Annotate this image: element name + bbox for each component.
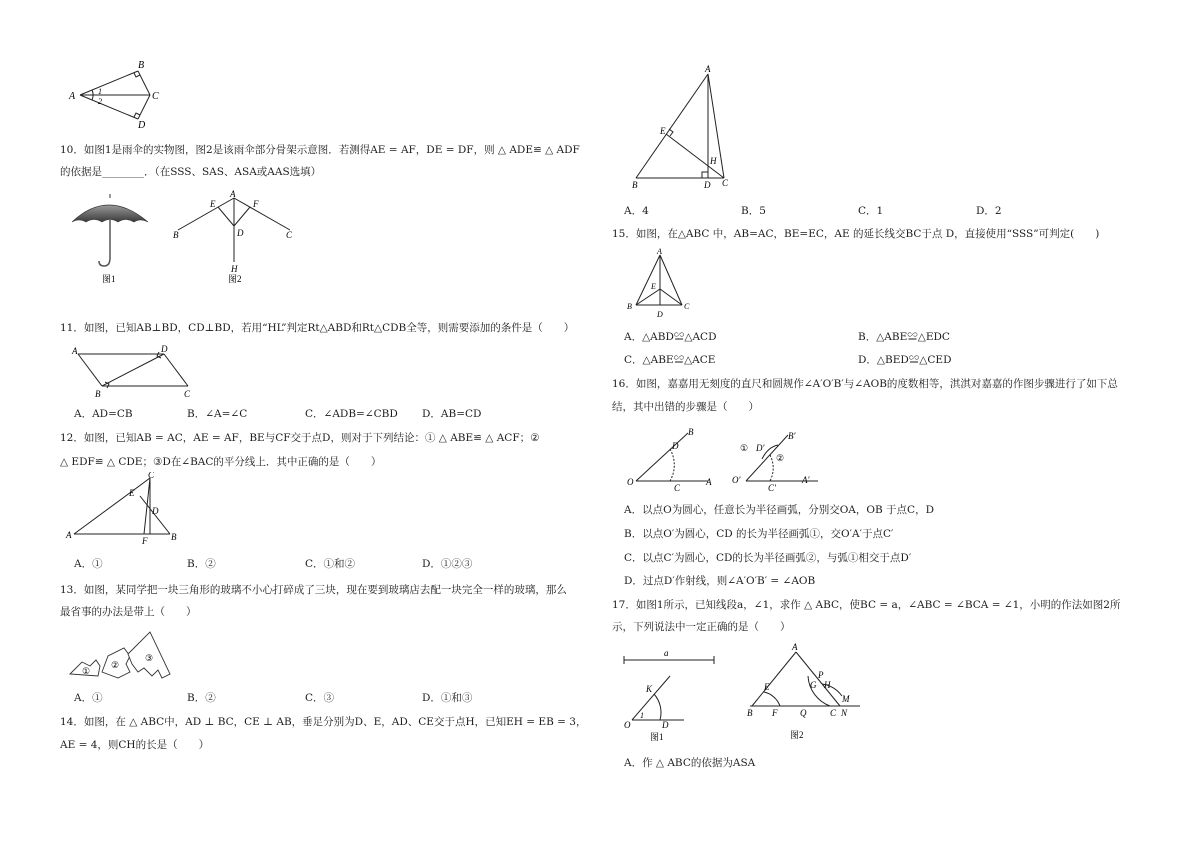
q10-fig2-label-b: B	[173, 230, 179, 240]
q13-stem-line2: 最省事的办法是带上（ ）	[60, 606, 197, 618]
q14-stem-line1: 14．如图，在 △ ABC中，AD ⊥ BC，CE ⊥ AB，垂足分别为D、E，AD、CE交于点H，已知EH = EB = 3，	[60, 716, 587, 728]
q17-fig1-label-o: O	[624, 720, 631, 730]
q9-label-d: D	[138, 120, 146, 130]
q10-fig2-label-a: A	[230, 190, 236, 199]
q16-label-o-prime: O′	[732, 475, 741, 485]
q17-fig2-label-g: G	[810, 680, 817, 690]
q12-label-f: F	[142, 536, 148, 544]
q10-stem-line1: 10．如图1是雨伞的实物图，图2是该雨伞部分骨架示意图．若测得AE = AF，DE = DF，则 △ ADE≌ △ ADF	[60, 144, 580, 156]
q9-figure	[60, 58, 170, 130]
q16-option-b[interactable]: B．以点O′为圆心，CD 的长为半径画弧①，交O′A′于点C′	[624, 528, 894, 540]
q17-option-a[interactable]: A．作 △ ABC的依据为ASA	[624, 757, 756, 769]
q16-label-arc1: ①	[740, 443, 749, 453]
q15-option-b[interactable]: B．△ABE≌△EDC	[858, 331, 950, 343]
q17-fig1	[620, 644, 720, 744]
q13-option-d[interactable]: D．①和③	[422, 692, 473, 704]
q12-option-a[interactable]: A．①	[74, 558, 103, 570]
q17-fig1-label-d: D	[662, 720, 669, 730]
q16-label-c-prime: C′	[768, 483, 776, 493]
q10-umbrella-figure	[68, 192, 158, 292]
q16-label-d: D	[672, 441, 679, 451]
q10-stem-line2: 的依据是________．（在SSS、SAS、ASA或AAS选填）	[60, 166, 322, 178]
q15-label-b: B	[627, 302, 632, 311]
q12-stem-line2: △ EDF≌ △ CDE；③D在∠BAC的平分线上．其中正确的是（ ）	[60, 456, 382, 468]
q11-stem-line1: 11．如图，已知AB⊥BD，CD⊥BD，若用“HL”判定Rt△ABD和Rt△CDB全等，则需要添加的条件是（ ）	[60, 322, 575, 334]
q12-label-e: E	[129, 488, 135, 498]
q9-label-a: A	[69, 91, 76, 102]
q15-figure	[624, 247, 696, 321]
q16-label-d-prime: D′	[756, 443, 765, 453]
q17-fig2-label-m: M	[842, 694, 850, 704]
q17-fig2-caption: 图2	[790, 730, 804, 740]
q14-label-d: D	[704, 180, 711, 190]
q12-label-b: B	[171, 532, 177, 542]
q11-label-c: C	[184, 389, 191, 399]
q17-fig1-label-1: 1	[640, 711, 644, 720]
q16-label-b: B	[688, 427, 694, 437]
q12-stem-line1: 12．如图，已知AB = AC，AE = AF，BE与CF交于点D，则对于下列结论：① △ ABE≌ △ ACF；②	[60, 432, 540, 444]
q14-label-a: A	[705, 64, 711, 74]
q15-label-c: C	[684, 302, 690, 311]
q11-option-b[interactable]: B．∠A=∠C	[187, 408, 248, 420]
q12-label-c: C	[148, 472, 155, 480]
q16-option-c[interactable]: C．以点C′为圆心，CD的长为半径画弧②，与弧①相交于点D′	[624, 552, 912, 564]
q16-label-c: C	[674, 483, 681, 493]
q17-fig2-label-e: E	[764, 682, 770, 692]
q17-stem-line1: 17．如图1所示，已知线段a，∠1，求作 △ ABC，使BC = a，∠ABC = ∠BCA = ∠1，小明的作法如图2所	[612, 599, 1121, 611]
q17-fig2	[744, 640, 866, 744]
q12-label-d: D	[152, 506, 159, 516]
q13-stem-line1: 13．如图，某同学把一块三角形的玻璃不小心打碎成了三块，现在要到玻璃店去配一块完全一样的玻璃，那么	[60, 584, 567, 596]
q16-option-a[interactable]: A．以点O为圆心，任意长为半径画弧，分别交OA，OB 于点C，D	[624, 504, 934, 516]
q11-label-d: D	[161, 344, 168, 354]
q16-stem-line2: 结，其中出错的步骤是（ ）	[612, 401, 759, 413]
q11-label-b: B	[95, 389, 101, 399]
q11-option-c[interactable]: C．∠ADB=∠CBD	[305, 408, 398, 420]
q14-option-b[interactable]: B．5	[741, 205, 766, 217]
q14-option-d[interactable]: D．2	[976, 205, 1002, 217]
q17-fig2-label-b: B	[747, 708, 753, 718]
q17-fig2-label-h: H	[824, 680, 831, 690]
q12-label-a: A	[66, 530, 72, 540]
q11-figure	[66, 342, 196, 400]
q16-label-o: O	[627, 477, 634, 487]
q16-label-b-prime: B′	[788, 431, 796, 441]
q11-option-a[interactable]: A．AD=CB	[74, 408, 133, 420]
q10-fig2-label-h: H	[231, 264, 238, 274]
q10-fig1-caption: 图1	[102, 274, 116, 284]
q10-fig2-label-c: C	[286, 230, 293, 240]
q14-option-a[interactable]: A．4	[624, 205, 649, 217]
q13-option-a[interactable]: A．①	[74, 692, 103, 704]
q10-fig2-label-d: D	[237, 228, 244, 238]
q12-figure	[64, 472, 184, 544]
q15-label-d: D	[657, 310, 663, 319]
q17-fig2-label-q: Q	[800, 708, 807, 718]
q14-option-c[interactable]: C．1	[858, 205, 884, 217]
q16-label-a-prime: A′	[802, 475, 810, 485]
q17-fig1-label-a: a	[664, 648, 669, 658]
q10-fig2-label-e: E	[210, 199, 216, 209]
q15-label-a: A	[657, 247, 662, 256]
q14-label-b: B	[632, 180, 638, 190]
q12-option-c[interactable]: C．①和②	[305, 558, 356, 570]
q9-label-1: 1	[98, 87, 102, 96]
q14-label-c: C	[722, 178, 729, 188]
q17-fig2-label-a: A	[792, 642, 798, 652]
q16-option-d[interactable]: D．过点D′作射线，则∠A′O′B′ = ∠AOB	[624, 575, 816, 587]
q14-label-e: E	[660, 126, 666, 136]
q17-fig1-label-k: K	[646, 684, 653, 694]
q16-label-a: A	[706, 477, 712, 487]
q9-label-b: B	[138, 60, 145, 71]
q15-label-e: E	[651, 282, 656, 291]
q11-label-a: A	[72, 346, 78, 356]
q16-stem-line1: 16．如图，嘉嘉用无刻度的直尺和圆规作∠A′O′B′与∠AOB的度数相等，淇淇对嘉嘉的作图步骤进行了如下总	[612, 378, 1118, 390]
q13-option-b[interactable]: B．②	[187, 692, 216, 704]
q17-stem-line2: 示，下列说法中一定正确的是（ ）	[612, 621, 791, 633]
q14-stem-line2: AE = 4，则CH的长是（ ）	[60, 739, 210, 751]
q14-figure	[628, 64, 738, 190]
q10-fig2-label-f: F	[253, 199, 259, 209]
q10-fig2-caption: 图2	[228, 274, 242, 284]
q13-glass-figure	[68, 626, 178, 684]
q17-fig2-label-p: P	[818, 670, 824, 680]
q16-label-arc2: ②	[776, 453, 785, 463]
q16-figure	[622, 425, 822, 495]
q10-frame-figure	[168, 190, 298, 290]
q12-option-d[interactable]: D．①②③	[422, 558, 473, 570]
q11-option-d[interactable]: D．AB=CD	[422, 408, 482, 420]
q17-fig1-caption: 图1	[650, 732, 664, 742]
q15-stem-line1: 15．如图，在△ABC 中，AB=AC，BE=EC，AE 的延长线交BC于点 D，直接使用“SSS”可判定( )	[612, 228, 1100, 240]
q13-piece-2-label: ②	[111, 660, 120, 670]
q14-label-h: H	[710, 156, 717, 166]
q15-option-d[interactable]: D．△BED≌△CED	[858, 354, 952, 366]
q13-option-c[interactable]: C．③	[305, 692, 335, 704]
q13-piece-1-label: ①	[82, 666, 91, 676]
q12-option-b[interactable]: B．②	[187, 558, 216, 570]
q17-fig2-label-c: C	[830, 708, 837, 718]
q9-label-2: 2	[98, 97, 102, 106]
q15-option-a[interactable]: A．△ABD≌△ACD	[624, 331, 717, 343]
q13-piece-3-label: ③	[145, 653, 154, 663]
q9-label-c: C	[152, 91, 159, 102]
q15-option-c[interactable]: C．△ABE≌△ACE	[624, 354, 716, 366]
q17-fig2-label-f: F	[772, 708, 778, 718]
q17-fig2-label-n: N	[841, 708, 848, 718]
